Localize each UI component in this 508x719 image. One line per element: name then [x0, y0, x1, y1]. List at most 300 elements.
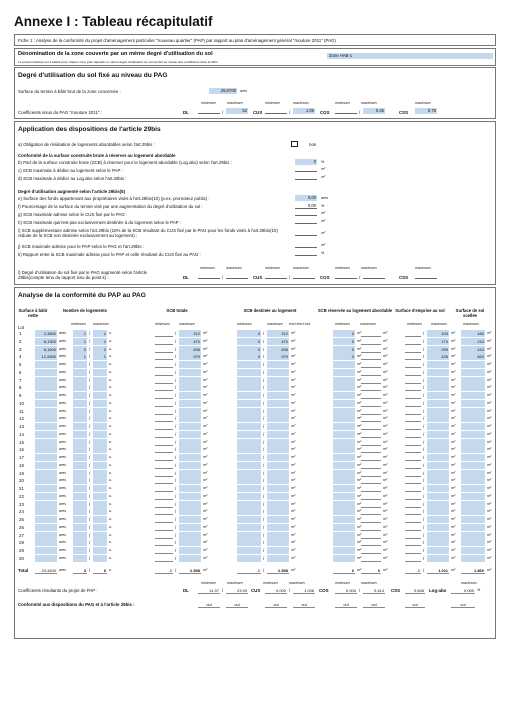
sol-scelle-input[interactable]: 410	[461, 346, 485, 353]
surface-input[interactable]	[35, 454, 57, 461]
scb-max-input[interactable]	[179, 493, 201, 500]
emprise-min-field[interactable]	[405, 539, 421, 546]
logement-min-input[interactable]	[237, 508, 261, 515]
logements-min-input[interactable]	[73, 532, 87, 539]
logements-max-input[interactable]	[93, 377, 107, 384]
scb-max-input[interactable]	[179, 377, 201, 384]
logement-max-input[interactable]	[267, 524, 289, 531]
logements-min-input[interactable]: 1	[73, 338, 87, 345]
logements-max-input[interactable]: 2	[93, 346, 107, 353]
abordable-input[interactable]	[333, 470, 355, 477]
surface-input[interactable]	[35, 516, 57, 523]
logements-max-input[interactable]	[93, 524, 107, 531]
logement-max-input[interactable]	[267, 454, 289, 461]
scb-min-field[interactable]	[155, 539, 173, 546]
scb-min-field[interactable]	[155, 415, 173, 422]
logement-min-input[interactable]: 0	[237, 330, 261, 337]
scb-min-field[interactable]	[155, 384, 173, 391]
abordable-input[interactable]	[333, 493, 355, 500]
emprise-min-field[interactable]	[405, 454, 421, 461]
logements-min-input[interactable]	[73, 547, 87, 554]
scb-max-input[interactable]	[179, 454, 201, 461]
logement-min-input[interactable]	[237, 431, 261, 438]
scb-min-field[interactable]	[155, 346, 173, 353]
scb-min-field[interactable]	[155, 555, 173, 562]
scb-min-field[interactable]	[155, 408, 173, 415]
emprise-input[interactable]: 174	[427, 338, 449, 345]
abordable-max-field[interactable]	[361, 539, 381, 546]
surface-input[interactable]	[35, 392, 57, 399]
abordable-input[interactable]	[333, 516, 355, 523]
logement-min-input[interactable]	[237, 493, 261, 500]
logements-min-input[interactable]	[73, 431, 87, 438]
logement-max-input[interactable]	[267, 555, 289, 562]
logements-min-input[interactable]	[73, 384, 87, 391]
surface-input[interactable]	[35, 508, 57, 515]
l-cus-max-field[interactable]	[293, 273, 315, 279]
logements-max-input[interactable]	[93, 408, 107, 415]
emprise-input[interactable]	[427, 539, 449, 546]
abordable-input[interactable]	[333, 462, 355, 469]
obligation-checkbox[interactable]	[291, 141, 298, 147]
surface-input[interactable]	[35, 415, 57, 422]
abordable-input[interactable]	[333, 369, 355, 376]
surface-input[interactable]	[35, 493, 57, 500]
abordable-input[interactable]	[333, 392, 355, 399]
logement-max-input[interactable]	[267, 501, 289, 508]
l-cus-min-field[interactable]	[265, 273, 287, 279]
abordable-input[interactable]	[333, 555, 355, 562]
logements-max-input[interactable]	[93, 547, 107, 554]
surface-input[interactable]	[35, 446, 57, 453]
emprise-input[interactable]	[427, 392, 449, 399]
surface-input[interactable]	[35, 439, 57, 446]
logement-min-input[interactable]	[237, 392, 261, 399]
emprise-input[interactable]	[427, 501, 449, 508]
emprise-input[interactable]	[427, 446, 449, 453]
scb-min-field[interactable]	[155, 516, 173, 523]
logements-min-input[interactable]	[73, 477, 87, 484]
emprise-min-field[interactable]	[405, 400, 421, 407]
scb-min-field[interactable]	[155, 524, 173, 531]
logements-max-input[interactable]	[93, 446, 107, 453]
emprise-input[interactable]	[427, 369, 449, 376]
logement-min-input[interactable]	[237, 532, 261, 539]
scb-min-field[interactable]	[155, 439, 173, 446]
scb-min-field[interactable]	[155, 423, 173, 430]
surface-input[interactable]	[35, 384, 57, 391]
abordable-max-field[interactable]	[361, 346, 381, 353]
emprise-input[interactable]	[427, 384, 449, 391]
logement-min-input[interactable]	[237, 454, 261, 461]
logement-min-input[interactable]	[237, 501, 261, 508]
surface-input[interactable]	[35, 462, 57, 469]
emprise-input[interactable]: 299	[427, 346, 449, 353]
logement-max-input[interactable]	[267, 477, 289, 484]
scb-max-input[interactable]	[179, 555, 201, 562]
emprise-min-field[interactable]	[405, 555, 421, 562]
i-field[interactable]	[295, 230, 317, 236]
scb-max-input[interactable]	[179, 516, 201, 523]
emprise-min-field[interactable]	[405, 524, 421, 531]
surface-input[interactable]: 2,3800	[35, 330, 57, 337]
abordable-input[interactable]	[333, 477, 355, 484]
emprise-min-field[interactable]	[405, 508, 421, 515]
logement-min-input[interactable]	[237, 439, 261, 446]
scb-min-field[interactable]	[155, 508, 173, 515]
abordable-input[interactable]	[333, 431, 355, 438]
abordable-input[interactable]	[333, 439, 355, 446]
surface-input[interactable]	[35, 470, 57, 477]
abordable-max-field[interactable]	[361, 470, 381, 477]
scb-max-input[interactable]: 212	[179, 330, 201, 337]
emprise-input[interactable]	[427, 493, 449, 500]
logements-max-input[interactable]	[93, 392, 107, 399]
sol-scelle-input[interactable]	[461, 524, 485, 531]
logements-max-input[interactable]	[93, 532, 107, 539]
emprise-min-field[interactable]	[405, 470, 421, 477]
logements-max-input[interactable]	[93, 431, 107, 438]
sol-scelle-input[interactable]	[461, 470, 485, 477]
logement-max-input[interactable]	[267, 361, 289, 368]
abordable-max-field[interactable]	[361, 547, 381, 554]
emprise-input[interactable]	[427, 408, 449, 415]
l-css-max-field[interactable]	[415, 273, 437, 279]
abordable-max-field[interactable]	[361, 555, 381, 562]
scb-min-field[interactable]	[155, 477, 173, 484]
emprise-input[interactable]	[427, 423, 449, 430]
surface-input[interactable]	[35, 400, 57, 407]
scb-max-input[interactable]	[179, 446, 201, 453]
abordable-max-field[interactable]	[361, 338, 381, 345]
logement-max-input[interactable]	[267, 423, 289, 430]
h-field[interactable]	[295, 218, 317, 224]
emprise-input[interactable]	[427, 415, 449, 422]
logements-max-input[interactable]	[93, 415, 107, 422]
logement-max-input[interactable]	[267, 508, 289, 515]
abordable-max-field[interactable]	[361, 361, 381, 368]
logement-max-input[interactable]	[267, 439, 289, 446]
logements-min-input[interactable]: 1	[73, 330, 87, 337]
emprise-input[interactable]	[427, 431, 449, 438]
logement-min-input[interactable]	[237, 377, 261, 384]
logement-max-input[interactable]	[267, 369, 289, 376]
abordable-input[interactable]	[333, 400, 355, 407]
emprise-min-field[interactable]	[405, 369, 421, 376]
scb-min-field[interactable]	[155, 361, 173, 368]
emprise-input[interactable]	[427, 361, 449, 368]
scb-min-field[interactable]	[155, 470, 173, 477]
logements-max-input[interactable]	[93, 555, 107, 562]
scb-min-field[interactable]	[155, 446, 173, 453]
surface-input[interactable]	[35, 477, 57, 484]
logements-min-input[interactable]	[73, 369, 87, 376]
logement-min-input[interactable]	[237, 408, 261, 415]
abordable-max-field[interactable]	[361, 485, 381, 492]
sol-scelle-input[interactable]	[461, 384, 485, 391]
logements-max-input[interactable]	[93, 454, 107, 461]
abordable-max-field[interactable]	[361, 377, 381, 384]
surface-input[interactable]	[35, 547, 57, 554]
abordable-input[interactable]	[333, 415, 355, 422]
logement-min-input[interactable]	[237, 477, 261, 484]
logement-min-input[interactable]: 0	[237, 338, 261, 345]
emprise-min-field[interactable]	[405, 330, 421, 337]
scb-max-input[interactable]	[179, 524, 201, 531]
logement-min-input[interactable]	[237, 415, 261, 422]
logement-max-input[interactable]	[267, 408, 289, 415]
emprise-min-field[interactable]	[405, 431, 421, 438]
emprise-min-field[interactable]	[405, 377, 421, 384]
emprise-min-field[interactable]	[405, 423, 421, 430]
scb-max-input[interactable]	[179, 462, 201, 469]
logement-max-input[interactable]: 979	[267, 353, 289, 360]
abordable-max-field[interactable]	[361, 353, 381, 360]
dl-max-input[interactable]: 52	[226, 108, 248, 114]
abordable-input[interactable]: 0	[333, 338, 355, 345]
cus-min-field[interactable]	[265, 108, 287, 114]
logements-min-input[interactable]	[73, 415, 87, 422]
abordable-input[interactable]	[333, 423, 355, 430]
logements-max-input[interactable]	[93, 508, 107, 515]
logements-max-input[interactable]: 1	[93, 330, 107, 337]
emprise-min-field[interactable]	[405, 501, 421, 508]
logement-min-input[interactable]	[237, 361, 261, 368]
logement-max-input[interactable]: 836	[267, 346, 289, 353]
sol-scelle-input[interactable]	[461, 454, 485, 461]
logements-min-input[interactable]	[73, 501, 87, 508]
scb-min-field[interactable]	[155, 462, 173, 469]
logements-min-input[interactable]	[73, 392, 87, 399]
sol-scelle-input[interactable]	[461, 369, 485, 376]
logements-min-input[interactable]	[73, 508, 87, 515]
abordable-max-field[interactable]	[361, 493, 381, 500]
logement-min-input[interactable]	[237, 423, 261, 430]
surface-input[interactable]: 8,1300	[35, 338, 57, 345]
logements-min-input[interactable]	[73, 539, 87, 546]
sol-scelle-input[interactable]	[461, 408, 485, 415]
sol-scelle-input[interactable]	[461, 485, 485, 492]
surface-input[interactable]: 12,2500	[35, 353, 57, 360]
scb-min-field[interactable]	[155, 353, 173, 360]
emprise-min-field[interactable]	[405, 547, 421, 554]
logements-min-input[interactable]	[73, 516, 87, 523]
emprise-min-field[interactable]	[405, 353, 421, 360]
surface-input[interactable]	[35, 524, 57, 531]
sol-scelle-input[interactable]	[461, 493, 485, 500]
emprise-input[interactable]	[427, 400, 449, 407]
emprise-input[interactable]	[427, 524, 449, 531]
logement-max-input[interactable]: 470	[267, 338, 289, 345]
abordable-max-field[interactable]	[361, 508, 381, 515]
surface-input[interactable]	[35, 532, 57, 539]
logements-min-input[interactable]	[73, 524, 87, 531]
scb-min-field[interactable]	[155, 400, 173, 407]
surface-input[interactable]	[35, 555, 57, 562]
logements-min-input[interactable]	[73, 377, 87, 384]
scb-max-input[interactable]	[179, 470, 201, 477]
abordable-input[interactable]	[333, 408, 355, 415]
logement-min-input[interactable]	[237, 555, 261, 562]
logements-max-input[interactable]	[93, 369, 107, 376]
surface-input[interactable]	[35, 539, 57, 546]
abordable-max-field[interactable]	[361, 423, 381, 430]
surface-input[interactable]	[35, 361, 57, 368]
scb-max-input[interactable]: 836	[179, 346, 201, 353]
surface-input[interactable]	[35, 369, 57, 376]
logement-min-input[interactable]	[237, 516, 261, 523]
logement-max-input[interactable]	[267, 415, 289, 422]
logement-max-input[interactable]	[267, 493, 289, 500]
emprise-input[interactable]	[427, 547, 449, 554]
emprise-min-field[interactable]	[405, 462, 421, 469]
emprise-input[interactable]	[427, 477, 449, 484]
logements-min-input[interactable]	[73, 361, 87, 368]
l-cos-max-field[interactable]	[363, 273, 385, 279]
d-field[interactable]	[295, 174, 317, 180]
abordable-input[interactable]	[333, 524, 355, 531]
emprise-min-field[interactable]	[405, 516, 421, 523]
sol-scelle-input[interactable]	[461, 361, 485, 368]
surface-input[interactable]	[35, 485, 57, 492]
logement-max-input[interactable]	[267, 377, 289, 384]
logements-max-input[interactable]	[93, 361, 107, 368]
abordable-input[interactable]	[333, 446, 355, 453]
abordable-max-field[interactable]	[361, 477, 381, 484]
logements-max-input[interactable]	[93, 493, 107, 500]
css-max-input[interactable]: 0,75	[415, 108, 437, 114]
logements-min-input[interactable]	[73, 493, 87, 500]
logements-max-input[interactable]	[93, 470, 107, 477]
sol-scelle-input[interactable]: 210	[461, 338, 485, 345]
scb-min-field[interactable]	[155, 532, 173, 539]
emprise-min-field[interactable]	[405, 384, 421, 391]
sol-scelle-input[interactable]	[461, 501, 485, 508]
scb-min-field[interactable]	[155, 338, 173, 345]
emprise-input[interactable]	[427, 532, 449, 539]
logements-max-input[interactable]	[93, 462, 107, 469]
logement-max-input[interactable]	[267, 392, 289, 399]
dl-min-field[interactable]	[198, 108, 220, 114]
abordable-input[interactable]	[333, 361, 355, 368]
logements-min-input[interactable]	[73, 446, 87, 453]
surface-input[interactable]: 6,1600	[35, 346, 57, 353]
abordable-input[interactable]	[333, 377, 355, 384]
b-input[interactable]: 0	[295, 159, 317, 165]
logement-min-input[interactable]: 0	[237, 353, 261, 360]
logement-max-input[interactable]	[267, 539, 289, 546]
scb-max-input[interactable]	[179, 439, 201, 446]
surface-input[interactable]: 25,0700	[209, 88, 237, 94]
logement-min-input[interactable]	[237, 485, 261, 492]
emprise-input[interactable]	[427, 454, 449, 461]
sol-scelle-input[interactable]	[461, 446, 485, 453]
sol-scelle-input[interactable]: 160	[461, 330, 485, 337]
emprise-input[interactable]	[427, 555, 449, 562]
scb-max-input[interactable]	[179, 423, 201, 430]
logement-min-input[interactable]	[237, 446, 261, 453]
abordable-max-field[interactable]	[361, 439, 381, 446]
emprise-min-field[interactable]	[405, 485, 421, 492]
scb-min-field[interactable]	[155, 431, 173, 438]
abordable-input[interactable]	[333, 547, 355, 554]
l-cos-min-field[interactable]	[335, 273, 357, 279]
logements-max-input[interactable]	[93, 384, 107, 391]
abordable-max-field[interactable]	[361, 384, 381, 391]
scb-max-input[interactable]	[179, 408, 201, 415]
logement-max-input[interactable]: 212	[267, 330, 289, 337]
scb-max-input[interactable]	[179, 547, 201, 554]
sol-scelle-input[interactable]	[461, 555, 485, 562]
logement-min-input[interactable]: 0	[237, 346, 261, 353]
scb-max-input[interactable]	[179, 415, 201, 422]
logement-max-input[interactable]	[267, 532, 289, 539]
logements-min-input[interactable]	[73, 462, 87, 469]
scb-min-field[interactable]	[155, 454, 173, 461]
sol-scelle-input[interactable]	[461, 539, 485, 546]
logement-min-input[interactable]	[237, 384, 261, 391]
logements-min-input[interactable]	[73, 400, 87, 407]
abordable-input[interactable]	[333, 539, 355, 546]
logements-max-input[interactable]	[93, 485, 107, 492]
logements-min-input[interactable]	[73, 454, 87, 461]
abordable-input[interactable]: 0	[333, 346, 355, 353]
g-field[interactable]	[295, 210, 317, 216]
sol-scelle-input[interactable]	[461, 462, 485, 469]
logements-max-input[interactable]	[93, 516, 107, 523]
logements-min-input[interactable]	[73, 439, 87, 446]
sol-scelle-input[interactable]	[461, 477, 485, 484]
sol-scelle-input[interactable]	[461, 439, 485, 446]
scb-max-input[interactable]	[179, 539, 201, 546]
logements-min-input[interactable]	[73, 408, 87, 415]
logement-min-input[interactable]	[237, 470, 261, 477]
l-dl-max-field[interactable]	[226, 273, 248, 279]
abordable-max-field[interactable]	[361, 516, 381, 523]
zone-input[interactable]: Zone HAB-1	[327, 53, 493, 59]
scb-max-input[interactable]	[179, 532, 201, 539]
scb-min-field[interactable]	[155, 369, 173, 376]
sol-scelle-input[interactable]	[461, 532, 485, 539]
abordable-input[interactable]: 0	[333, 353, 355, 360]
emprise-input[interactable]	[427, 485, 449, 492]
emprise-min-field[interactable]	[405, 493, 421, 500]
abordable-max-field[interactable]	[361, 532, 381, 539]
surface-input[interactable]	[35, 377, 57, 384]
emprise-min-field[interactable]	[405, 477, 421, 484]
abordable-input[interactable]	[333, 501, 355, 508]
emprise-min-field[interactable]	[405, 446, 421, 453]
logement-max-input[interactable]	[267, 516, 289, 523]
scb-max-input[interactable]: 979	[179, 353, 201, 360]
logement-max-input[interactable]	[267, 384, 289, 391]
logement-min-input[interactable]	[237, 524, 261, 531]
emprise-input[interactable]	[427, 439, 449, 446]
abordable-max-field[interactable]	[361, 524, 381, 531]
logement-max-input[interactable]	[267, 400, 289, 407]
abordable-max-field[interactable]	[361, 431, 381, 438]
logements-min-input[interactable]	[73, 485, 87, 492]
logement-min-input[interactable]	[237, 547, 261, 554]
scb-max-input[interactable]	[179, 384, 201, 391]
scb-max-input[interactable]	[179, 361, 201, 368]
logements-min-input[interactable]	[73, 555, 87, 562]
sol-scelle-input[interactable]	[461, 400, 485, 407]
cos-max-input[interactable]: 0,45	[363, 108, 385, 114]
j-field[interactable]	[295, 242, 317, 248]
logements-max-input[interactable]: 1	[93, 338, 107, 345]
sol-scelle-input[interactable]	[461, 423, 485, 430]
